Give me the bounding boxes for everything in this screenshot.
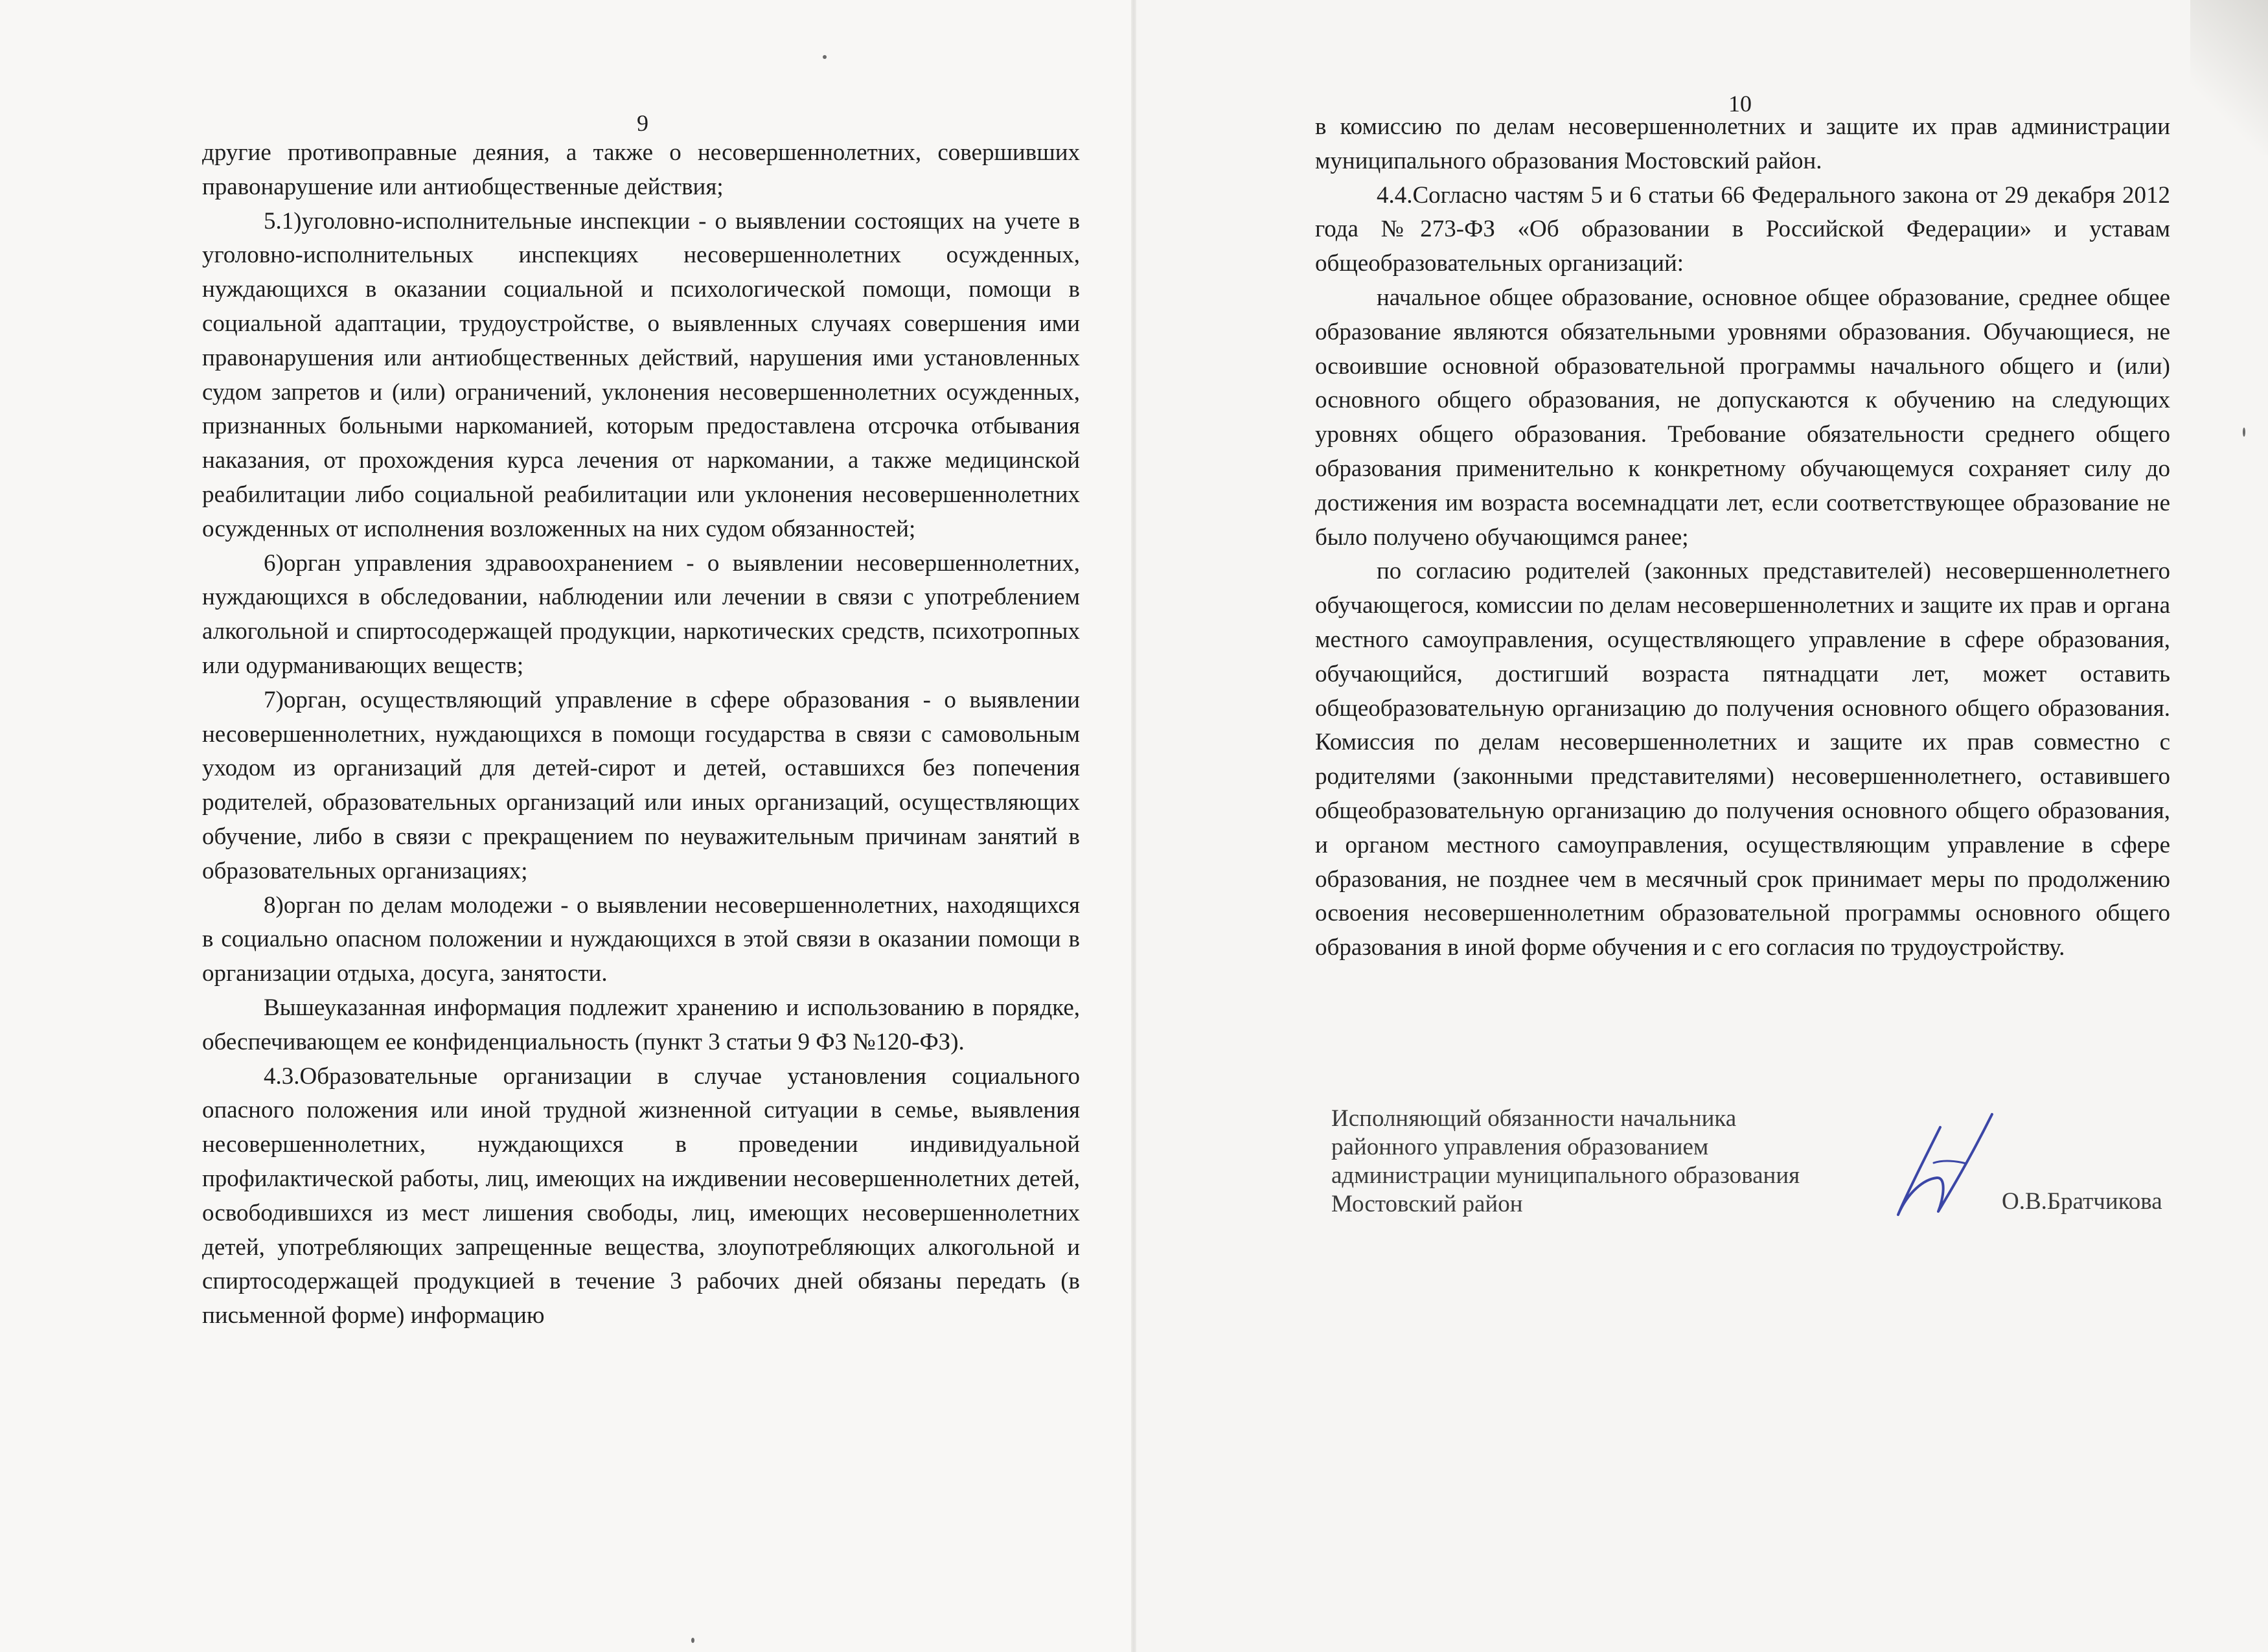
paragraph: 7)орган, осуществляющий управление в сфере образования - о выявлении несовершеннолетних, нуждающихся в помощи государства в связи с самовольным уходом из организаций для детей-сирот и детей, оставшихся без попечения родителей, образовательных организаций или иных организаций, осуществляющих обучение, либо в связи с прекращением по неуважительным причинам занятий в образовательных организациях; (202, 686, 1080, 884)
handwritten-signature-icon (1879, 1101, 2021, 1231)
right-page-number: 10 (1728, 91, 1752, 117)
paragraph: 6)орган управления здравоохранением - о выявлении несовершеннолетних, нуждающихся в обследовании, наблюдении или лечении в связи с употреблением алкогольной и спиртосодержащей продукции, наркотических средств, психотропных или одурманивающих веществ; (202, 549, 1080, 679)
scan-speck (691, 1638, 694, 1643)
left-page-text (202, 136, 1080, 1333)
paragraph: 4.3.Образовательные организации в случае установления социального опасного положения или иной трудной жизненной ситуации в семье, выявления несовершеннолетних, нуждающихся в проведении индивидуальной профилактической работы, лиц, имеющих на иждивении несовершеннолетних детей, освободившихся из мест лишения свободы, лиц, имеющих несовершеннолетних детей, употребляющих запрещенные вещества, злоупотребляющих алкогольной и спиртосодержащей продукцией в течение 3 рабочих дней обязаны передать (в письменной форме) информацию (202, 1062, 1080, 1329)
signature-title-line: администрации муниципального образования (1331, 1162, 1800, 1189)
page-fold (1131, 0, 1136, 1652)
paragraph: 4.4.Согласно частям 5 и 6 статьи 66 Федерального закона от 29 декабря 2012 года №273-ФЗ «Об образовании в Российской Федерации» и уставам общеобразовательных организаций: (1315, 181, 2170, 277)
signature-title-line: Мостовский район (1331, 1191, 1523, 1217)
paragraph: 5.1)уголовно-исполнительные инспекции - о выявлении состоящих на учете в уголовно-исполнительных инспекциях несовершеннолетних осужденных, нуждающихся в оказании социальной и психологической помощи, помощи в социальной адаптации, трудоустройстве, о выявленных случаях совершения ими правонарушения или антиобщественных действий, нарушения ими установленных судом запретов и (или) ограничений, уклонения несовершеннолетних осужденных, признанных больными наркоманией, которым предоставлена отсрочка отбывания наказания, от прохождения курса лечения от наркомании, а также медицинской реабилитации либо социальной реабилитации или уклонения несовершеннолетних осужденных от исполнения возложенных на них судом обязанностей; (202, 207, 1080, 542)
paragraph: 8)орган по делам молодежи - о выявлении несовершеннолетних, находящихся в социально опасном положении и нуждающихся в этой связи в оказании помощи в организации отдыха, досуга, занятости. (202, 891, 1080, 987)
paragraph: другие противоправные деяния, а также о несовершеннолетних, совершивших правонарушение или антиобщественные действия; (202, 139, 1080, 200)
left-page-number: 9 (637, 110, 648, 136)
paragraph: по согласию родителей (законных представителей) несовершеннолетнего обучающегося, комиссии по делам несовершеннолетних и защите их прав и органа местного самоуправления, осуществляющего управление в сфере образования, обучающийся, достигший возраста пятнадцати лет, может оставить общеобразовательную организацию до получения основного общего образования. Комиссия по делам несовершеннолетних и защите их прав совместно с родителями (законными представителями) несовершеннолетнего, оставившего общеобразовательную организацию до получения основного общего образования, и органом местного самоуправления, осуществляющим управление в сфере образования, не позднее чем в месячный срок принимает меры по продолжению освоения несовершеннолетним образовательной программы основного общего образования в иной форме обучения и с его согласия по трудоустройству. (1315, 558, 2170, 961)
right-page-text (1315, 110, 2170, 965)
paragraph: в комиссию по делам несовершеннолетних и защите их прав администрации муниципального образования Мостовский район. (1315, 113, 2170, 174)
signature-title-line: Исполняющий обязанности начальника (1331, 1105, 1737, 1132)
scan-edge-shadow (2190, 0, 2268, 155)
signature-title-block (1331, 1105, 1800, 1219)
paragraph: Вышеуказанная информация подлежит хранению и использованию в порядке, обеспечивающем ее конфиденциальность (пункт 3 статьи 9 ФЗ №120-ФЗ). (202, 994, 1080, 1055)
paragraph: начальное общее образование, основное общее образование, среднее общее образование являются обязательными уровнями образования. Обучающиеся, не освоившие основной образовательной программы начального общего и (или) основного общего образования, не допускаются к обучению на следующих уровнях общего образования. Требование обязательности среднего общего образования применительно к конкретному обучающемуся сохраняет силу до достижения им возраста восемнадцати лет, если соответствующее образование не было получено обучающимся ранее; (1315, 284, 2170, 551)
signatory-name: О.В.Братчикова (2002, 1188, 2162, 1215)
signature-title-line: районного управления образованием (1331, 1134, 1709, 1160)
scan-speck (2243, 428, 2245, 437)
scan-speck (823, 55, 827, 59)
